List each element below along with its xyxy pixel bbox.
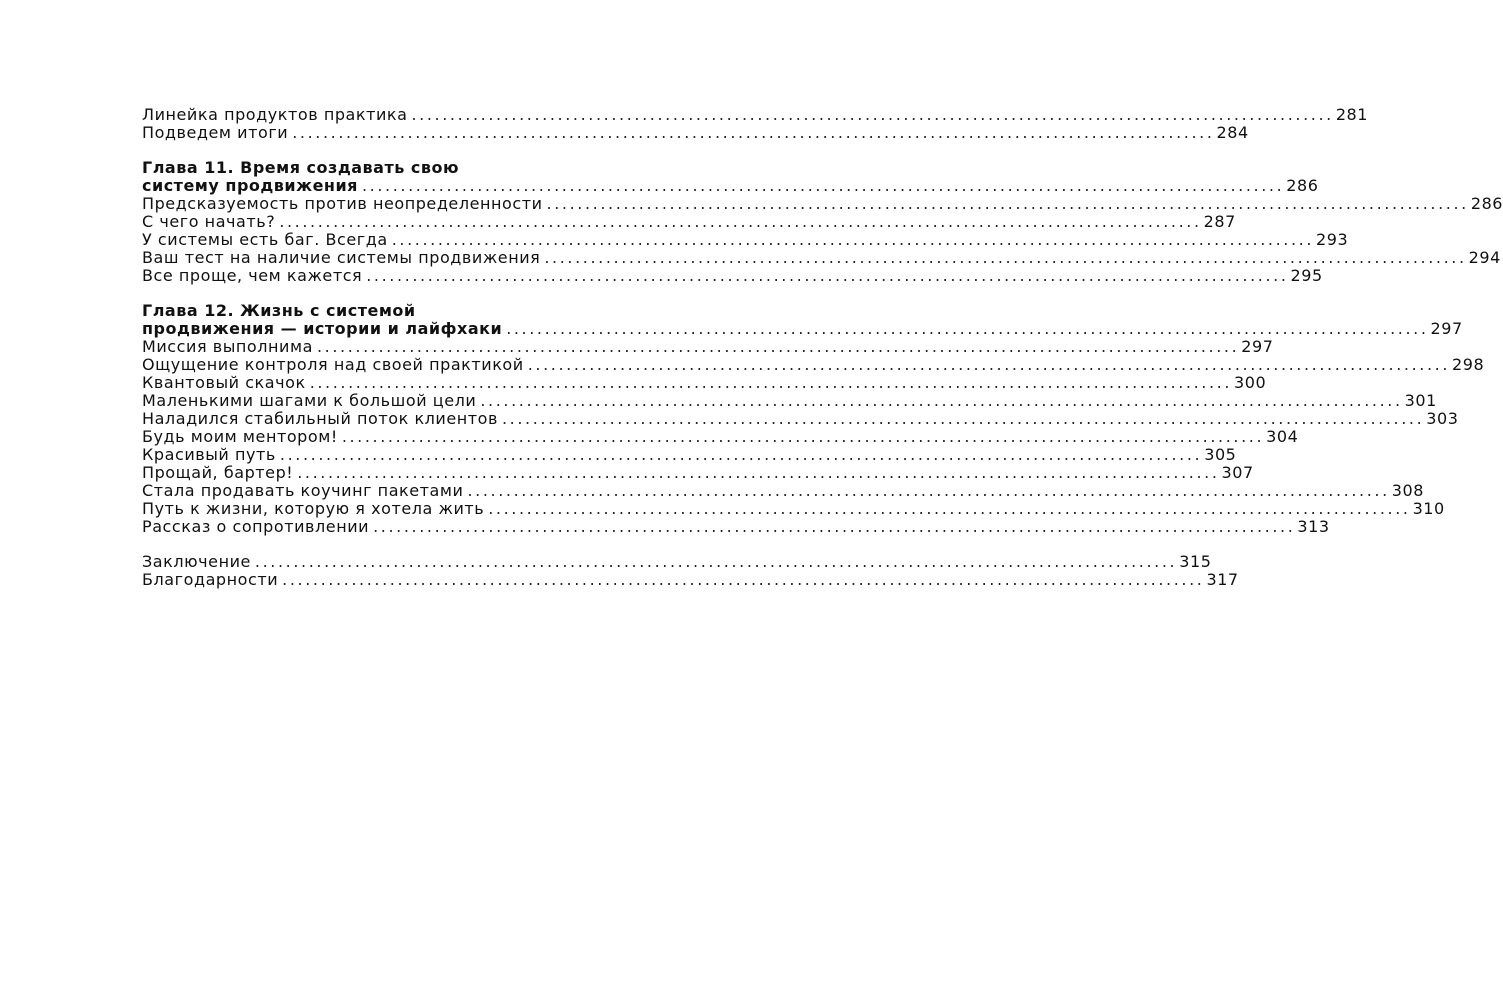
- toc-entry-title: Наладился стабильный поток клиентов: [142, 409, 498, 428]
- toc-entry-page: 304: [1266, 427, 1299, 446]
- chapter-heading-entry[interactable]: [142, 319, 1463, 338]
- toc-entry-title: Маленькими шагами к большой цели: [142, 391, 477, 410]
- chapter-heading-title: продвижения — истории и лайфхаки: [142, 319, 503, 338]
- toc-entry-title: Прощай, бартер!: [142, 463, 294, 482]
- toc-entry-title: Предсказуемость против неопределенности: [142, 194, 543, 213]
- dot-leader: ........................................................................................................................: [373, 517, 1296, 536]
- toc-entry[interactable]: [142, 481, 1424, 500]
- toc-entry-page: 308: [1391, 481, 1424, 500]
- dot-leader: ........................................................................................................................: [341, 427, 1265, 446]
- toc-entry-page: 293: [1316, 230, 1349, 249]
- toc-entry[interactable]: [142, 212, 1236, 231]
- chapter-heading[interactable]: Глава 12. Жизнь с системой: [142, 301, 416, 320]
- dot-leader: ........................................................................................................................: [297, 463, 1220, 482]
- toc-entry-page: 301: [1404, 391, 1437, 410]
- toc-entry[interactable]: [142, 123, 1249, 142]
- toc-entry[interactable]: [142, 248, 1501, 267]
- toc-entry-page: 287: [1203, 212, 1236, 231]
- toc-entry[interactable]: [142, 373, 1267, 392]
- toc-entry-title: Будь моим ментором!: [142, 427, 338, 446]
- toc-entry[interactable]: [142, 499, 1445, 518]
- toc-entry-title: Путь к жизни, которую я хотела жить: [142, 499, 485, 518]
- dot-leader: ........................................................................................................................: [506, 319, 1429, 338]
- toc-chapter-11: [142, 158, 1503, 285]
- toc-entry[interactable]: [142, 463, 1254, 482]
- toc-entry-page: 305: [1204, 445, 1237, 464]
- toc-entry-title: Подведем итоги: [142, 123, 289, 142]
- toc-entry-title: Миссия выполнима: [142, 337, 313, 356]
- toc-section-prelude: [142, 105, 1369, 142]
- toc-entry-page: 294: [1468, 248, 1501, 267]
- toc-entry[interactable]: [142, 552, 1212, 571]
- toc-entry-title: С чего начать?: [142, 212, 276, 231]
- toc-entry[interactable]: [142, 427, 1299, 446]
- dot-leader: ........................................................................................................................: [411, 105, 1334, 124]
- toc-entry-page: 307: [1221, 463, 1254, 482]
- toc-entry-title: Благодарности: [142, 570, 279, 589]
- toc-entry-page: 313: [1297, 517, 1330, 536]
- toc-entry-page: 286: [1470, 194, 1503, 213]
- toc-entry-title: Стала продавать коучинг пакетами: [142, 481, 464, 500]
- dot-leader: ........................................................................................................................: [480, 391, 1403, 410]
- toc-entry-page: 310: [1412, 499, 1445, 518]
- dot-leader: ........................................................................................................................: [279, 212, 1202, 231]
- toc-entry-page: 297: [1241, 337, 1274, 356]
- section-gap: [142, 285, 697, 302]
- dot-leader: ........................................................................................................................: [316, 337, 1240, 356]
- toc-entry-title: У системы есть баг. Всегда: [142, 230, 388, 249]
- toc-entry-page: 284: [1216, 123, 1249, 142]
- toc-entry[interactable]: [142, 230, 1349, 249]
- toc-entry-title: Заключение: [142, 552, 251, 571]
- toc-entry-page: 295: [1290, 266, 1323, 285]
- section-gap: [142, 536, 697, 553]
- dot-leader: ........................................................................................................................: [467, 481, 1390, 500]
- toc-entry-title: Красивый путь: [142, 445, 276, 464]
- toc-entry[interactable]: [142, 445, 1237, 464]
- toc-entry-title: Все проще, чем кажется: [142, 266, 363, 285]
- dot-leader: ........................................................................................................................: [488, 499, 1411, 518]
- toc-entry[interactable]: [142, 337, 1274, 356]
- toc-entry[interactable]: [142, 194, 1503, 213]
- toc-entry-page: 303: [1426, 409, 1459, 428]
- toc-entry[interactable]: [142, 105, 1369, 124]
- toc-entry-title: Линейка продуктов практика: [142, 105, 408, 124]
- toc-entry-title: Ваш тест на наличие системы продвижения: [142, 248, 541, 267]
- toc-entry[interactable]: [142, 517, 1330, 536]
- dot-leader: ........................................................................................................................: [282, 570, 1205, 589]
- toc-entry-page: 300: [1234, 373, 1267, 392]
- toc-entry-page: 315: [1179, 552, 1212, 571]
- toc-entry-page: 317: [1206, 570, 1239, 589]
- toc-entry[interactable]: [142, 409, 1459, 428]
- dot-leader: ........................................................................................................................: [361, 176, 1285, 195]
- toc-entry-title: Ощущение контроля над своей практикой: [142, 355, 524, 374]
- toc-back-matter: [142, 552, 1239, 589]
- toc-entry-title: Квантовый скачок: [142, 373, 306, 392]
- toc-entry[interactable]: [142, 570, 1239, 589]
- chapter-heading-entry[interactable]: [142, 176, 1319, 195]
- table-of-contents: [142, 105, 1503, 589]
- toc-entry[interactable]: [142, 355, 1485, 374]
- dot-leader: ........................................................................................................................: [366, 266, 1289, 285]
- dot-leader: ........................................................................................................................: [527, 355, 1451, 374]
- chapter-page: 286: [1286, 176, 1319, 195]
- chapter-heading[interactable]: Глава 11. Время создавать свою: [142, 158, 460, 177]
- dot-leader: ........................................................................................................................: [501, 409, 1425, 428]
- toc-entry[interactable]: [142, 266, 1323, 285]
- dot-leader: ........................................................................................................................: [544, 248, 1467, 267]
- section-gap: [142, 142, 697, 159]
- dot-leader: ........................................................................................................................: [391, 230, 1315, 249]
- toc-entry[interactable]: [142, 391, 1437, 410]
- toc-entry-title: Рассказ о сопротивлении: [142, 517, 370, 536]
- dot-leader: ........................................................................................................................: [254, 552, 1178, 571]
- toc-entry-page: 298: [1452, 355, 1485, 374]
- chapter-heading-title: систему продвижения: [142, 176, 358, 195]
- dot-leader: ........................................................................................................................: [279, 445, 1203, 464]
- dot-leader: ........................................................................................................................: [546, 194, 1469, 213]
- dot-leader: ........................................................................................................................: [309, 373, 1232, 392]
- toc-chapter-12: [142, 301, 1485, 536]
- chapter-page: 297: [1430, 319, 1463, 338]
- toc-entry-page: 281: [1335, 105, 1369, 124]
- dot-leader: ........................................................................................................................: [292, 123, 1215, 142]
